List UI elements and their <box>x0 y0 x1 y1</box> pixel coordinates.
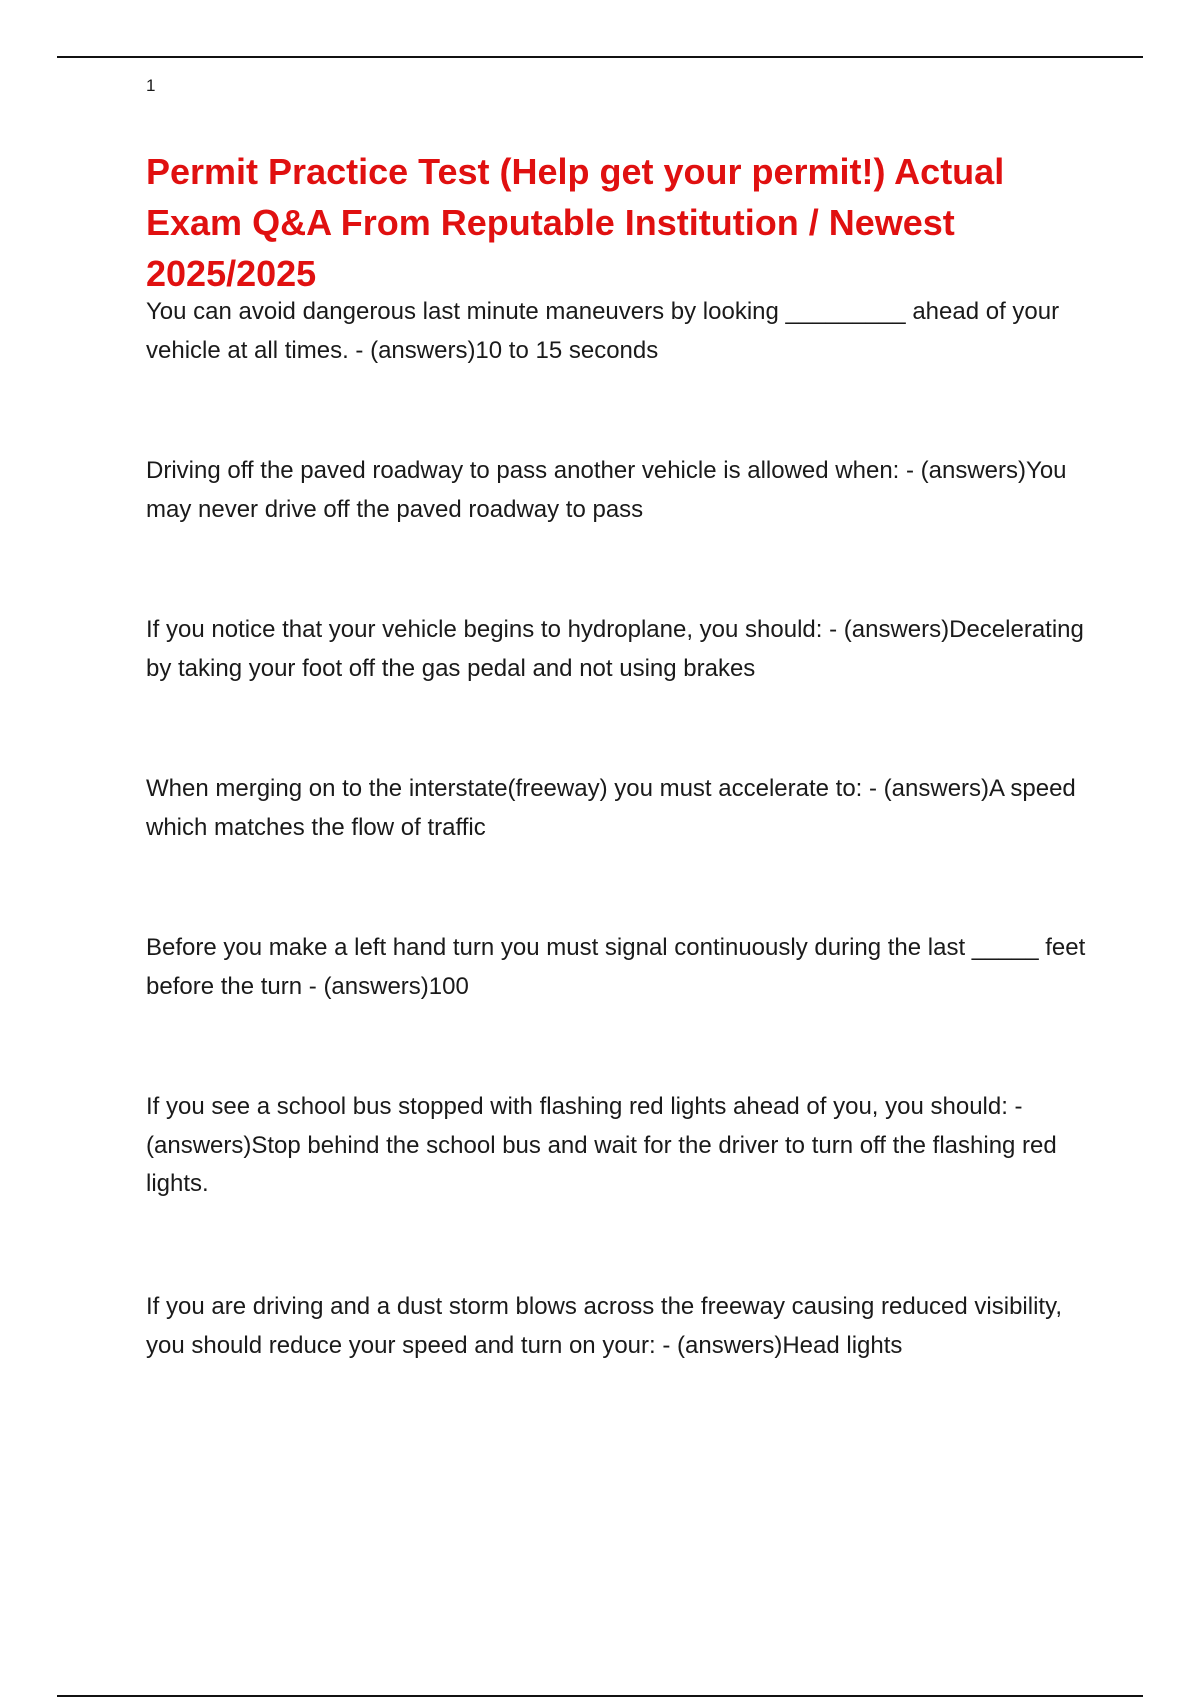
qa-separator: - <box>302 972 324 1000</box>
qa-item-7 <box>146 1288 1106 1365</box>
qa-question: You can avoid dangerous last minute maneuvers by looking _________ ahead of your vehicle at all times. <box>146 298 1060 364</box>
qa-separator: - <box>899 457 921 484</box>
footer-rule <box>57 1695 1143 1697</box>
qa-question: Driving off the paved roadway to pass another vehicle is allowed when: <box>146 457 900 484</box>
qa-item-4 <box>146 770 1106 847</box>
qa-answer: (answers)Decelerating by taking your foot off the gas pedal and not using brakes <box>146 616 1084 682</box>
qa-answer: (answers)100 <box>323 972 469 1000</box>
qa-question: If you see a school bus stopped with flashing red lights ahead of you, you should: <box>146 1093 1008 1120</box>
qa-item-3 <box>146 611 1106 688</box>
qa-separator: - <box>822 616 844 643</box>
qa-separator: - <box>348 336 371 364</box>
header-rule <box>57 56 1143 58</box>
qa-answer: (answers)A speed which matches the flow of traffic <box>146 775 1076 841</box>
qa-separator: - <box>655 1331 677 1359</box>
qa-item-5 <box>146 929 1106 1006</box>
qa-question: Before you make a left hand turn you must signal continuously during the last _____ feet before the turn <box>146 934 1086 1000</box>
qa-separator: - <box>862 775 884 802</box>
document-title: Permit Practice Test (Help get your permit!) Actual Exam Q&A From Reputable Institution / Newest 2025/2025 <box>146 151 1005 294</box>
qa-question: If you are driving and a dust storm blows across the freeway causing reduced visibility, you should reduce your speed and turn on your: <box>146 1293 1062 1359</box>
qa-item-6 <box>146 1088 1106 1204</box>
qa-separator: - <box>1007 1093 1023 1120</box>
qa-answer: (answers)You may never drive off the paved roadway to pass <box>146 457 1067 523</box>
qa-item-2 <box>146 452 1106 529</box>
qa-answer: (answers)Stop behind the school bus and wait for the driver to turn off the flashing red lights. <box>146 1131 1057 1197</box>
qa-answer: (answers)10 to 15 seconds <box>370 336 659 364</box>
qa-item-1 <box>146 293 1106 370</box>
qa-answer: (answers)Head lights <box>677 1331 903 1359</box>
page-number: 1 <box>146 76 156 95</box>
qa-question: If you notice that your vehicle begins to hydroplane, you should: <box>146 616 823 643</box>
qa-question: When merging on to the interstate(freeway) you must accelerate to: <box>146 775 863 802</box>
